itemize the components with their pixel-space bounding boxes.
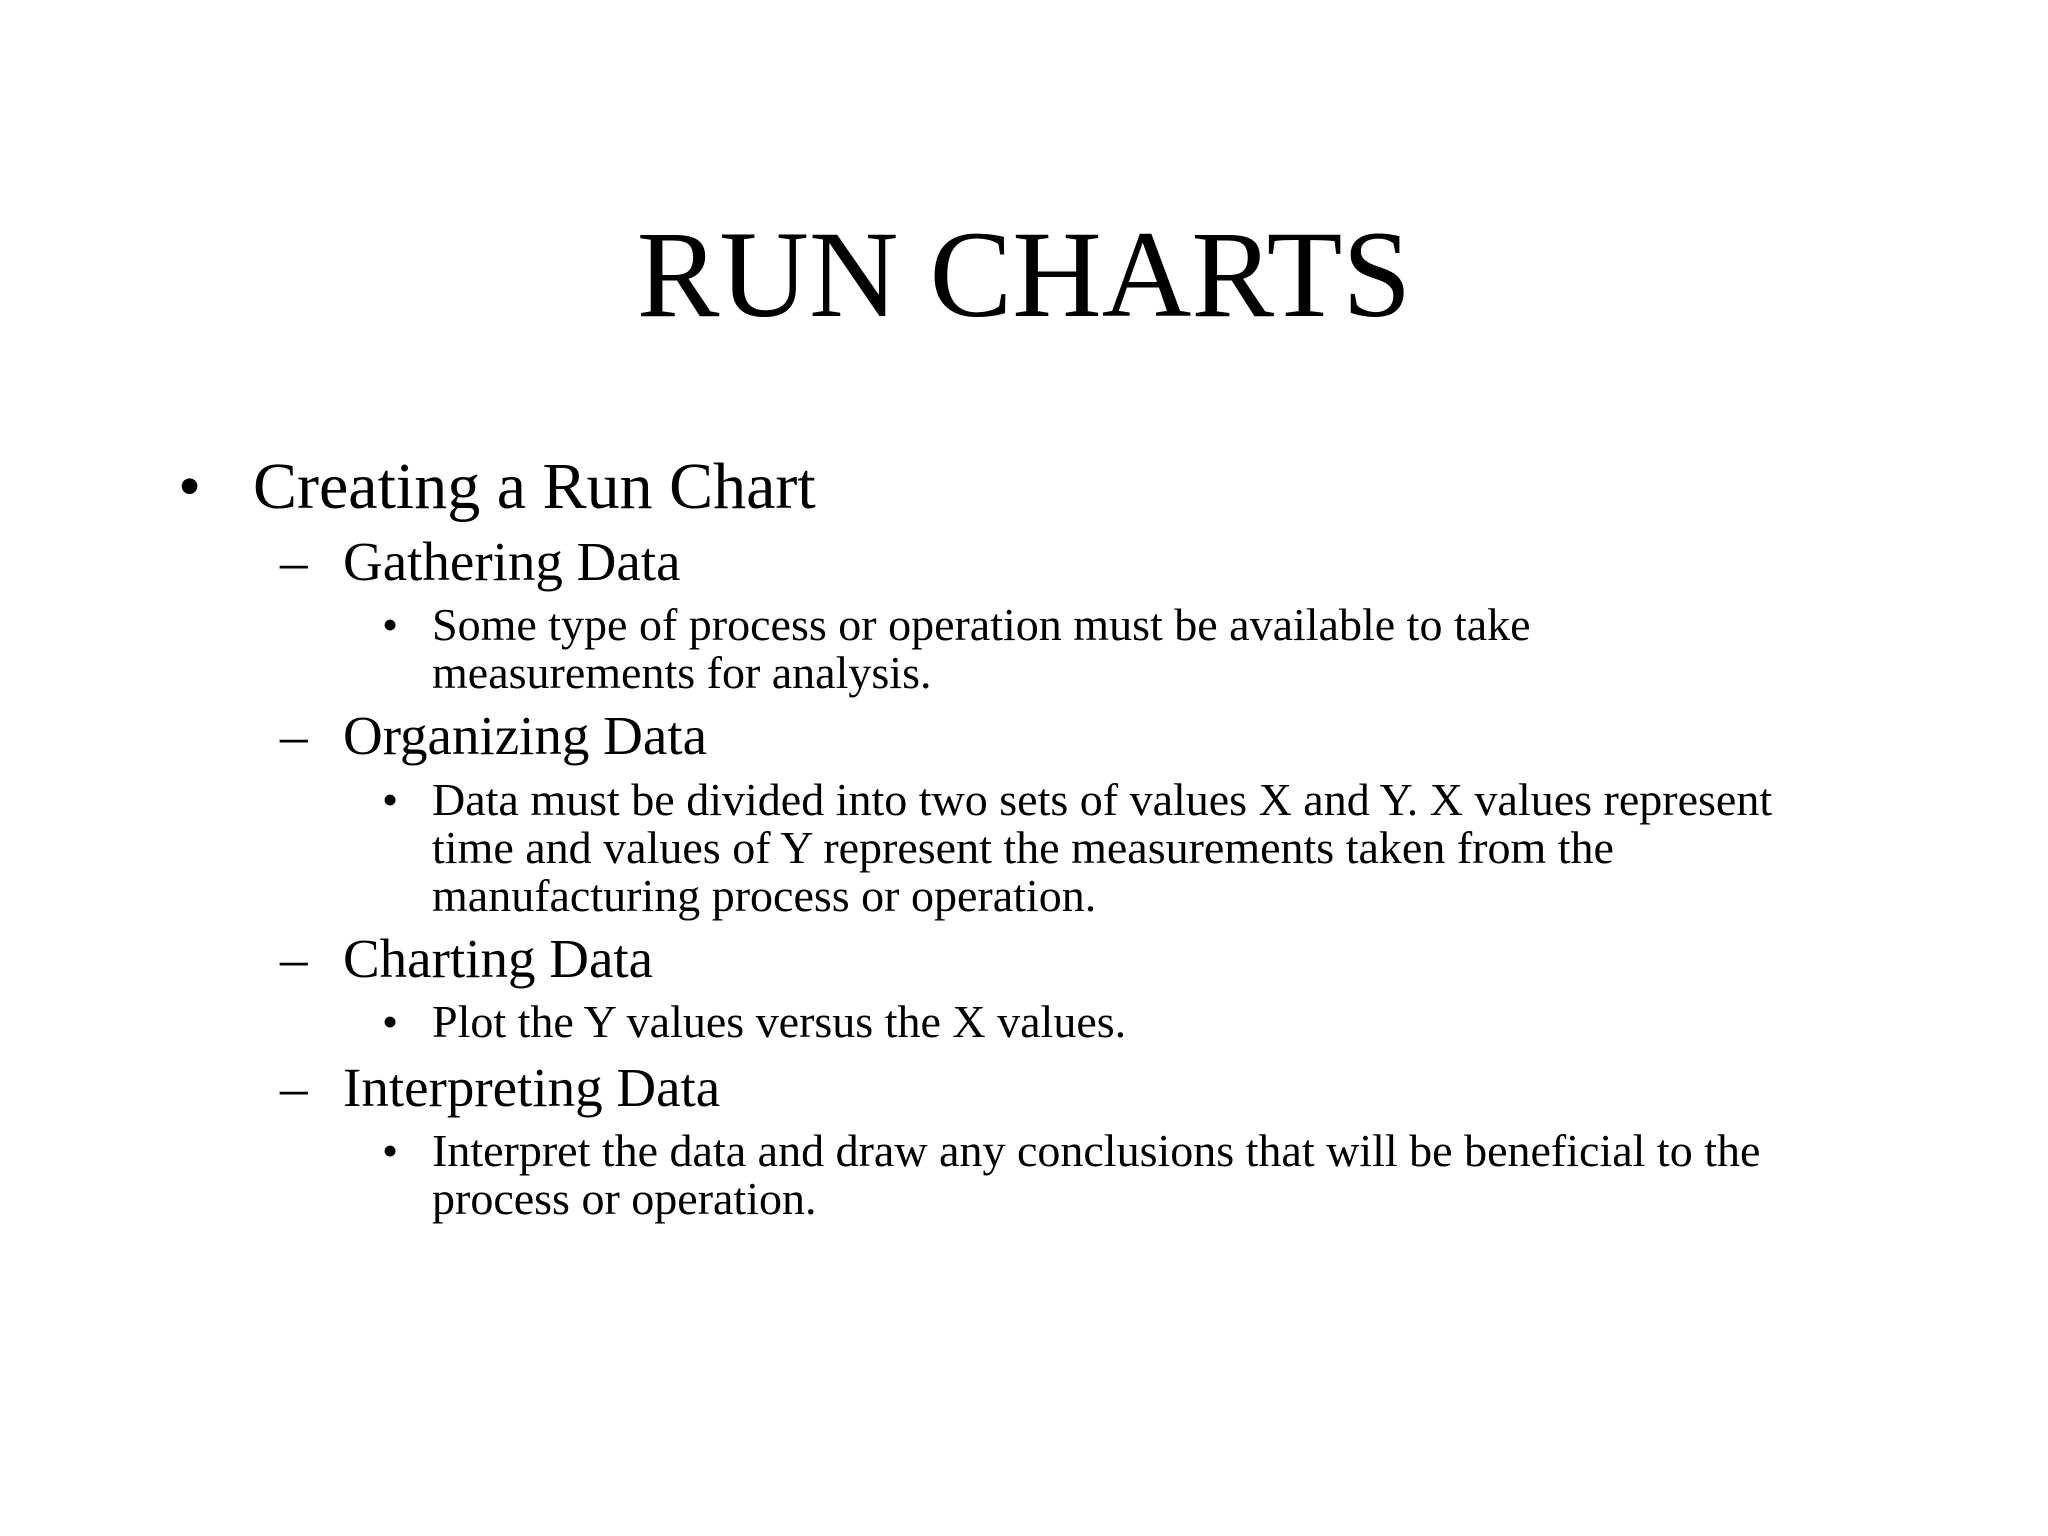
slide-title: RUN CHARTS — [636, 206, 1412, 343]
heading-charting-data: Charting Data — [343, 928, 654, 989]
sub-bullet-marker: • — [382, 1125, 399, 1176]
dash-marker: – — [280, 928, 308, 989]
text-line: measurements for analysis. — [432, 647, 932, 698]
heading-interpreting-data: Interpreting Data — [343, 1057, 721, 1118]
dash-marker: – — [280, 531, 308, 592]
bullet-creating-run-chart: Creating a Run Chart — [253, 450, 816, 523]
heading-gathering-data: Gathering Data — [343, 531, 681, 592]
text-line: Interpret the data and draw any conclusions that will be beneficial to the — [432, 1125, 1761, 1176]
sub-bullet-marker: • — [382, 599, 399, 650]
text-line: manufacturing process or operation. — [432, 870, 1097, 921]
heading-organizing-data: Organizing Data — [343, 705, 707, 766]
text-line: Plot the Y values versus the X values. — [432, 996, 1127, 1047]
text-line: process or operation. — [432, 1173, 817, 1224]
sub-bullet-marker: • — [382, 996, 399, 1047]
dash-marker: – — [280, 1057, 308, 1118]
text-line: Data must be divided into two sets of values X and Y. X values represent — [432, 774, 1773, 825]
sub-bullet-marker: • — [382, 774, 399, 825]
organizing-data-description — [432, 776, 2032, 920]
charting-data-description — [432, 998, 2032, 1046]
bullet-marker: • — [178, 450, 202, 523]
dash-marker: – — [280, 705, 308, 766]
text-line: Some type of process or operation must be available to take — [432, 599, 1531, 650]
gathering-data-description — [432, 601, 2032, 697]
interpreting-data-description — [432, 1127, 2032, 1223]
text-line: time and values of Y represent the measurements taken from the — [432, 822, 1614, 873]
